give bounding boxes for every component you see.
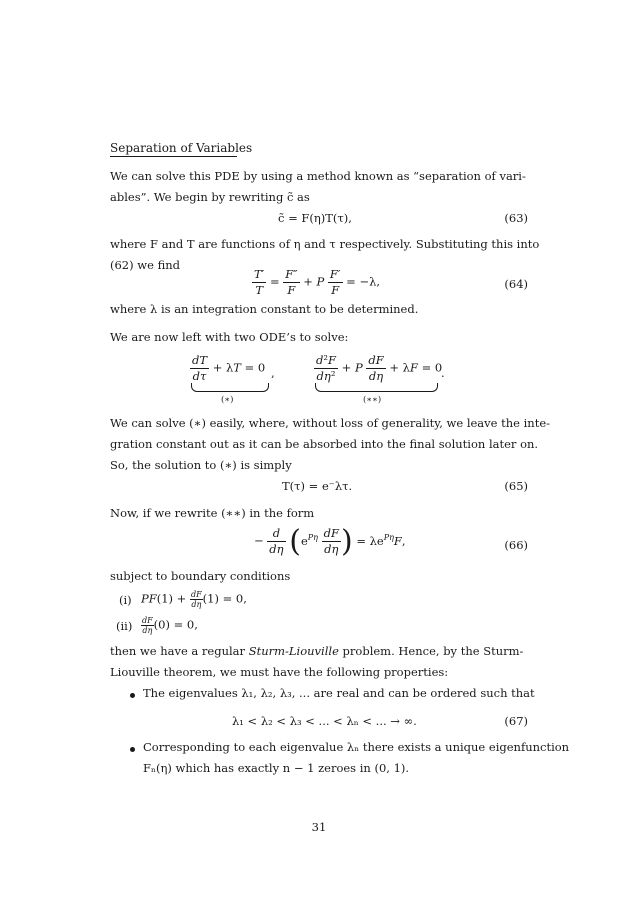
paragraph-5-line-2: gration constant out as it can be absorbed into the final solution later on. [110,437,539,451]
bc-1-expression: PF(1) + $\frac{dF}{d\eta}$ (1) = 0, [141,590,247,609]
equation-64-number: (64) [504,277,528,291]
paragraph-intro-line-1: We can solve this PDE by using a method known as “separation of vari- [110,169,526,183]
equation-66-number: (66) [504,538,528,552]
paragraph-5-line-1: We can solve (∗) easily, where, without loss of generality, we leave the inte- [110,416,551,430]
bullet-1-text: The eigenvalues λ₁, λ₂, λ₃, ... are real and can be ordered such that [143,686,535,700]
paragraph-4: We are now left with two ODE’s to solve: [110,330,349,344]
ode-1-label: (∗) [221,395,234,405]
equation-63: c̃ = F(η)T(τ), [278,211,352,225]
bc-1-label: (i) [119,593,132,607]
paragraph-2-line-2: (62) we find [110,258,181,272]
paragraph-7: subject to boundary conditions [110,569,291,583]
equation-67: λ₁ < λ₂ < λ₃ < ... < λₙ < ... → ∞. [232,714,417,728]
bullet-2-marker [130,747,135,752]
page-number: 31 [311,820,327,834]
paragraph-2-line-1: where F and T are functions of η and τ respectively. Substituting this into [110,237,540,251]
paragraph-5-line-3: So, the solution to (∗) is simply [110,458,292,472]
ode-1-comma: , [271,366,275,380]
bc-2-expression: $\frac{dF}{d\eta}$ (0) = 0, [142,616,198,635]
ode-2-label: (∗∗) [363,395,382,405]
paragraph-intro-line-2: ables”. We begin by rewriting c̃ as [110,190,310,204]
equation-65-number: (65) [504,479,528,493]
ode-2-underbrace [315,383,438,392]
equation-64: $\frac{T'}{T}$ = $\frac{F''}{F}$ + P $\frac{F'}{F}$ = −λ, [254,267,381,297]
equation-65: T(τ) = e⁻λτ. [282,479,353,493]
paragraph-3: where λ is an integration constant to be determined. [110,302,419,316]
equation-63-number: (63) [504,211,528,225]
bullet-2-text-line-1: Corresponding to each eigenvalue λₙ there exists a unique eigenfunction [143,740,570,754]
section-title: Separation of Variables [110,141,253,155]
paragraph-8-line-1: then we have a regular Sturm-Liouville problem. Hence, by the Sturm- [110,644,524,658]
equation-66: − $\frac{d}{d\eta}$ ($e^{P\eta}$ $\frac{dF}{d\eta}$ ) = $\lambda e^{P\eta}F$, [254,524,406,559]
ode-2: $\frac{\text{d²F}}{\text{dη²}}$ + P $\frac{dF}{d\eta}$ + λF = 0 [316,353,443,383]
ode-1-underbrace [191,383,269,392]
bullet-1-marker [130,693,135,698]
section-title-underline [110,156,237,157]
paragraph-8-line-2: Liouville theorem, we must have the following properties: [110,665,449,679]
paragraph-6: Now, if we rewrite (∗∗) in the form [110,506,315,520]
ode-2-period: . [441,366,445,380]
bullet-2-text-line-2: Fₙ(η) which has exactly n − 1 zeroes in (0, 1). [143,761,410,775]
equation-67-number: (67) [504,714,528,728]
bc-2-label: (ii) [116,619,133,633]
ode-1: $\frac{dT}{d\tau}$ + λT = 0 [192,353,266,383]
